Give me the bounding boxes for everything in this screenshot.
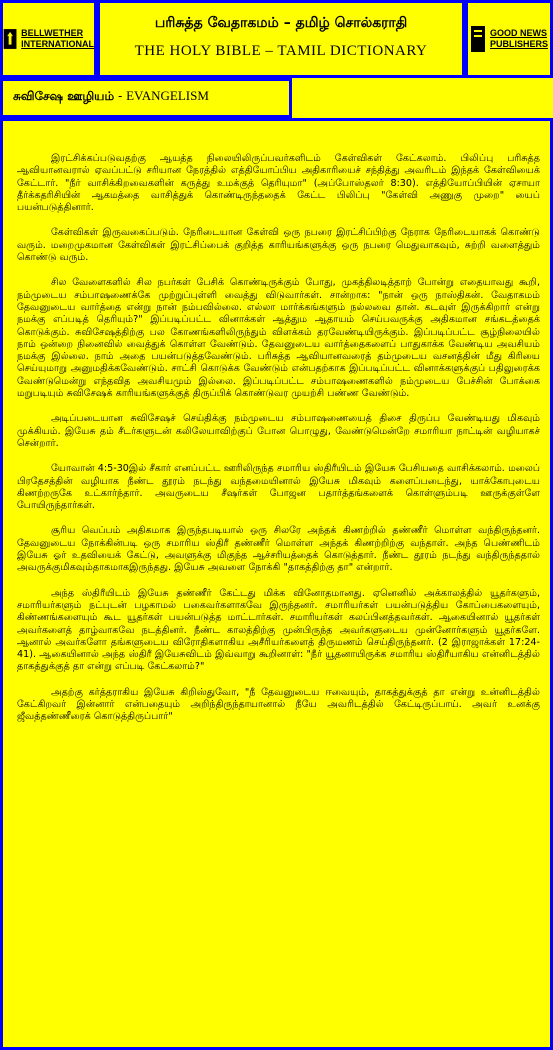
publisher-logo-left [0, 0, 97, 78]
paragraph: சூரிய வெப்பம் அதிகமாக இருந்தபடியால் ஒரு சிலரே அந்தக் கிணற்றில் தண்ணீர் மொள்ள வந்திருந்தனர். தேவனுடைய நோக்கின்படி ஒரு சமாரிய ஸ்திரீ தண்ணீர் மொள்ள அந்தக் கிணற்றிற்கு வந்தாள். அந்த பெண்ணிடம் இயேசு ஓர் உதவியைக் கேட்டு, அவளுக்கு மிகுந்த ஆச்சரியத்தைக் கொடுத்தார். நீண்ட தூரம் நடந்து வந்திருந்ததால் அவருக்குமிகவும்தாகமாகஇருந்தது. இயேசு அவளை நோக்கி "தாகத்திற்கு தா" என்றார். [17, 525, 540, 574]
logo-left-line2: INTERNATIONAL [21, 39, 94, 49]
paragraph: அந்த ஸ்திரீயிடம் இயேசு தண்ணீர் கேட்டது மிக்க வினோதமானது. ஏனெனில் அக்காலத்தில் யூதர்களும், சமாரியர்களும் நட்புடன் பழகாமல் பகைவர்களாகவே இருந்தனர். சமாரியர்கள் பயன்படுத்திய கோப்பைகளையும், கிண்ணங்களையும் கூட யூதர்கள் பயன்படுத்த மாட்டார்கள். சமாரியர்கள் கலப்பினத்தவர்கள். ஆகையினால் யூதர்கள் அவர்களைத் தாழ்வாகவே நடத்தினர். நீண்ட காலத்திற்கு முன்பிருந்த அவர்களுடைய முன்னோர்களும் யூதர்களே. ஆனால் அவர்களோ தங்களுடைய விரோதிகளாகிய அசீரியர்களைத் திருமணம் செய்திருந்தனர். (2 இராஜாக்கள் 17:24-41). ஆகையினால் அந்த ஸ்திரீ இயேசுவிடம் இவ்வாறு கூறினாள்: "நீர் யூதனாயிருக்க சமாரிய ஸ்திரீயாகிய என்னிடத்தில் தாகத்துக்குத் தா என்று எப்படி கேட்கலாம்?" [17, 587, 540, 673]
paragraph: அடிப்படையான சுவிசேஷச் செய்திக்கு நம்முடைய சம்பாஷணையைத் திசை திருப்ப வேண்டியது மிகவும் முக்கியம். இயேசு தம் சீடர்களுடன் கலிலேயாவிற்குப் போன பொழுது, வேண்டுமென்றே சமாரியா நாட்டின் வழியாகச் சென்றார். [17, 413, 540, 449]
heading-english: EVANGELISM [126, 88, 209, 103]
heading-tamil: சுவிசேஷ ஊழியம் [13, 89, 115, 103]
article-body [0, 118, 553, 1050]
logo-left-line1: BELLWETHER [21, 28, 84, 38]
title-english: THE HOLY BIBLE – TAMIL DICTIONARY [134, 43, 428, 59]
paragraph: அதற்கு கர்த்தராகிய இயேசு கிறிஸ்துவோ, "நீ தேவனுடைய ஈவையும், தாகத்துக்குத் தா என்று உன்னிடத்தில் கேட்கிறவர் இன்னார் என்பதையும் அறிந்திருந்தாயானால் நீயே அவரிடத்தில் கேட்டிருப்பாய். அவர் உனக்கு ஜீவத்தண்ணீரைக் கொடுத்திருப்பார்" [17, 686, 540, 723]
heading-separator: - [114, 89, 127, 103]
book-icon [470, 25, 486, 53]
paragraph: யோவான் 4:5-30இல் சீகார் எனப்பட்ட ஊரிலிருந்த சமாரிய ஸ்திரீயிடம் இயேசு பேசியதை வாசிக்கலாம். மலைப் பிரதேசத்தின் வழியாக நீண்ட தூரம் நடந்து வந்தமையினால் இயேசு மிகவும் களைப்படைந்து, யாக்கோபுடைய கிணற்றருகே உட்கார்ந்தார். அவருடைய சீஷர்கள் போஜன பதார்த்தங்களைக் கொள்ளும்படி ஊருக்குள்ளே போயிருந்தார்கள். [17, 463, 540, 512]
bellwether-icon [3, 23, 17, 55]
section-heading [0, 78, 292, 118]
paragraph: இரட்சிக்கப்படுவதற்கு ஆயத்த நிலையிலிருப்பவர்களிடம் கேள்விகள் கேட்கலாம். பிலிப்பு பரிசுத்த ஆவியானவரால் ஏவப்பட்டு சரியான நேரத்தில் எத்தியோப்பிய அதிகாரியைச் சந்தித்து அவரிடம் இந்தக் கேள்வியைக் கேட்டார். "நீர் வாசிக்கிறவைகளின் கருத்து உமக்குத் தெரியுமா" (அப்போஸ்தலர் 8:30). எத்தியோப்பியின் ஏசாயா தீர்க்கதரிசியின் ஆகமத்தை வாசித்துக் கொண்டிருந்ததைக் கேட்ட பிலிப்பு "கேள்வி அணுகு முறை" யைப் பயன்படுத்தினார். [17, 153, 540, 214]
paragraph: கேள்விகள் இருவகைப்படும். நேரிடையான கேள்வி ஒரு நபரை இரட்சிப்பிற்கு நேராக நேரிடையாகக் கொண்டு வரும். மறைமுகமான கேள்விகள் இரட்சிப்பைக் குறித்த காரியங்களுக்கு ஒரு நபரை மெதுவாகவும், சுற்றி வளைத்தும் கொண்டு வரும். [17, 227, 540, 264]
title-tamil: பரிசுத்த வேதாகமம் – தமிழ் சொல்கராதி [154, 15, 408, 31]
logo-right-line2: PUBLISHERS [489, 39, 548, 49]
header-title [97, 0, 465, 78]
paragraph: சில வேளைகளில் சில நபர்கள் பேசிக் கொண்டிருக்கும் போது, முகத்திலடித்தாற் போன்று எதையாவது கூறி, நம்முடைய சம்பாஷணைக்கே முற்றுப்புள்ளி வைத்து விடுவார்கள். சான்றாக: "நான் ஒரு நாஸ்திகன். வேதாகமம் தேவனுடைய வார்த்தை என்று நான் நம்பவில்லை. எல்லா மார்க்கங்களும் நல்லவை தான். கடவுள் இருக்கிறார் என்று நமக்கு எப்படித் தெரியும்?" இப்படிப்பட்ட வினாக்கள் ஆத்தும ஆதாயம் செய்பவருக்கு அதிகமான சங்கடத்தைக் கொடுக்கும். சுவிசேஷத்திற்கு பல கோணங்களிலிருந்தும் விளக்கம் தரவேண்டியிருக்கும். இப்படிப்பட்ட சூழ்நிலையில் நாம் ஒன்றை நினைவில் வைத்துக் கொள்ள வேண்டும். தேவனுடைய வார்த்தைகளைப் பாதுகாக்க வேண்டிய அவசியம் நமக்கு இல்லை. நாம் அதை பயன்படுத்தவேண்டும். பரிசுத்த ஆவியானவரைத் தம்முடைய வசனத்தின் மீது கிரியை செய்யுமாறு அனுமதிக்கவேண்டும். சாட்சி கொடுக்க வேண்டும் என்பதற்காக இப்படிப்பட்ட வினாக்களுக்குப் பதிலுரைக்க வேண்டுமென்று எந்தவித அவசியமும் இல்லை. இப்படிப்பட்ட சம்பாஷணைகளில் நம்முடைய பேச்சின் போக்கை மறுபடியும் சுவிசேஷக் காரியங்களுக்குத் திருப்பிக் கொண்டுவர முயற்சி பண்ண வேண்டும். [17, 277, 540, 400]
publisher-logo-right [465, 0, 553, 78]
logo-right-line1: GOOD NEWS [489, 28, 547, 38]
